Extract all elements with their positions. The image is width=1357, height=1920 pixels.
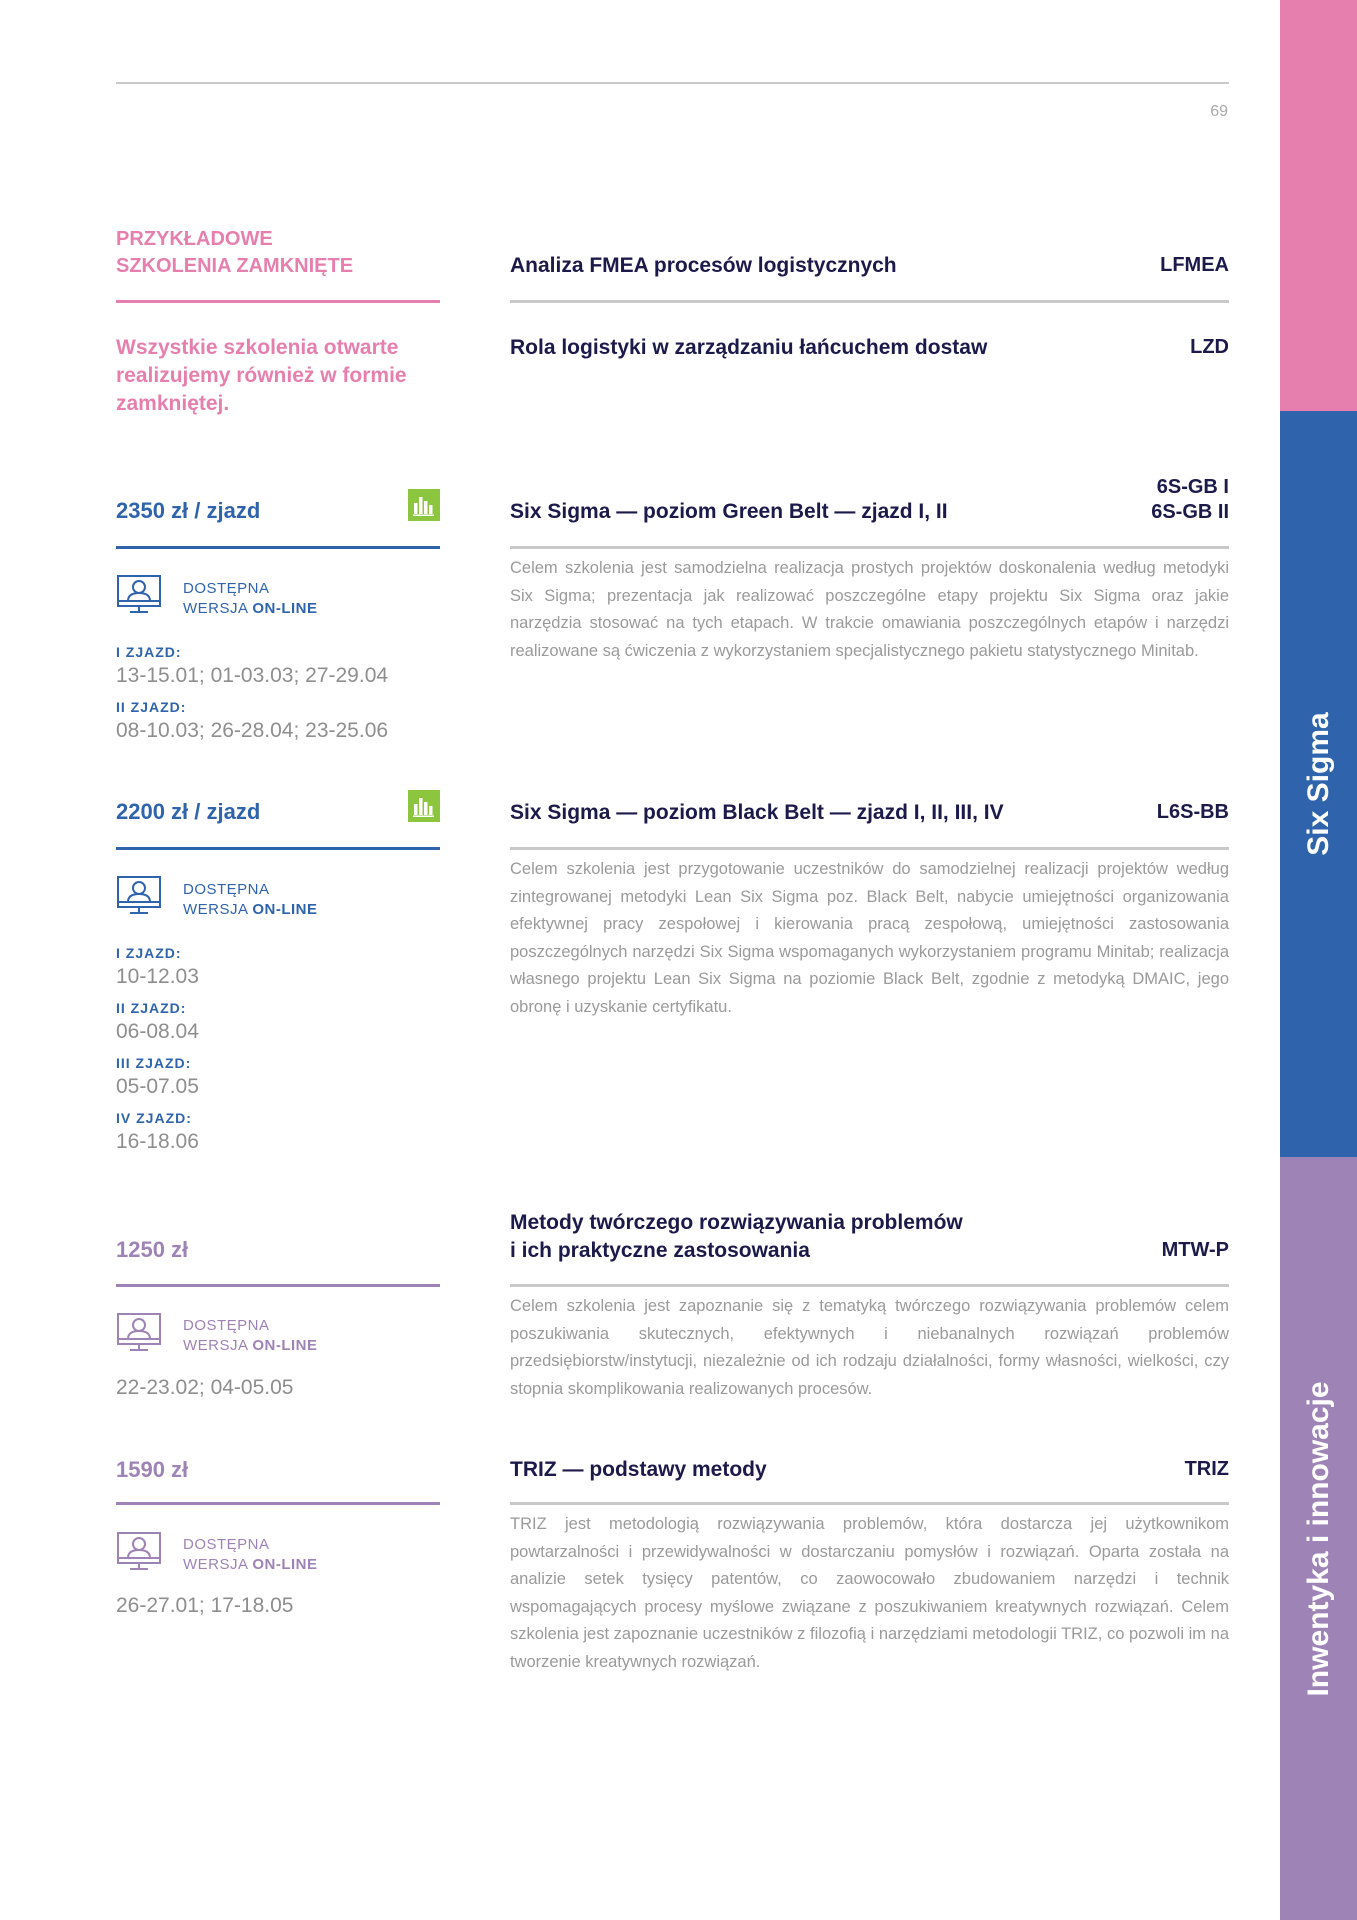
course-title-lzd: Rola logistyki w zarządzaniu łańcuchem dostaw — [510, 336, 988, 359]
side-tab-six-sigma-label: Six Sigma — [1301, 712, 1335, 856]
side-tab-innovation — [1280, 1157, 1357, 1920]
bar-chart-icon — [408, 489, 440, 521]
course-divider — [510, 1284, 1229, 1287]
price-triz: 1590 zł — [116, 1457, 189, 1482]
blue-rule — [116, 847, 440, 850]
closed-trainings-note: Wszystkie szkolenia otwarte realizujemy również w formie zamkniętej. — [116, 336, 407, 415]
computer-user-icon — [116, 875, 162, 915]
course-title-triz: TRIZ — podstawy metody — [510, 1458, 767, 1481]
course-description-triz: TRIZ jest metodologią rozwiązywania problemów, która dostarcza jej użytkownikom powtarzalności i przewidywalności w dostarczaniu pomysłów i rozwiązań. Oparta została na analizie setek tysięcy patentów, co zaowocowało zbudowaniem narzędzi i technik wspomagających procesy myślowe związane z poszukiwaniem kreatywnych rozwiązań. Celem szkolenia jest zapoznanie uczestników z filozofią i narzędziami metodologii TRIZ, co pozwoli im na tworzenie kreatywnych rozwiązań. — [510, 1515, 1229, 1671]
session-dates: 16-18.06 — [116, 1130, 199, 1153]
side-tab-six-sigma — [1280, 411, 1357, 1157]
side-tab-pink — [1280, 0, 1357, 411]
online-availability-label: DOSTĘPNA WERSJA ON-LINE — [183, 1317, 318, 1354]
course-code-triz: TRIZ — [1184, 1458, 1229, 1480]
blue-rule — [116, 546, 440, 549]
header-divider — [116, 82, 1229, 84]
purple-rule — [116, 1284, 440, 1287]
session-dates: 08-10.03; 26-28.04; 23-25.06 — [116, 719, 389, 742]
computer-user-icon — [116, 574, 162, 614]
computer-user-icon — [116, 1312, 162, 1352]
online-availability-label: DOSTĘPNA WERSJA ON-LINE — [183, 580, 318, 617]
course-divider — [510, 847, 1229, 850]
course-divider — [510, 300, 1229, 303]
course-dates-triz: 26-27.01; 17-18.05 — [116, 1594, 294, 1617]
course-divider — [510, 546, 1229, 549]
side-tab-innovation-label: Inwentyka i innowacje — [1301, 1380, 1335, 1697]
session-label: II ZJAZD: — [116, 1000, 187, 1016]
course-description-mtwp: Celem szkolenia jest zapoznanie się z tematyką twórczego rozwiązywania problemów celem poszukiwania skutecznych, efektywnych i niebanalnych rozwiązań problemów przedsiębiorstw/instytucji, niezależnie od ich rodzaju działalności, formy własności, wielkości, czy stopnia skomplikowania realizowanych procesów. — [510, 1297, 1229, 1398]
course-code-mtwp: MTW-P — [1161, 1239, 1229, 1261]
session-dates: 10-12.03 — [116, 965, 199, 988]
closed-trainings-heading: PRZYKŁADOWE SZKOLENIA ZAMKNIĘTE — [116, 228, 354, 277]
pink-rule — [116, 300, 440, 303]
course-code-green-belt: 6S-GB I 6S-GB II — [1151, 476, 1229, 523]
session-label: I ZJAZD: — [116, 644, 182, 660]
price-black-belt: 2200 zł / zjazd — [116, 799, 261, 824]
session-label: III ZJAZD: — [116, 1055, 192, 1071]
online-availability-label: DOSTĘPNA WERSJA ON-LINE — [183, 881, 318, 918]
bar-chart-icon — [408, 790, 440, 822]
session-label: IV ZJAZD: — [116, 1110, 192, 1126]
session-dates: 13-15.01; 01-03.03; 27-29.04 — [116, 664, 389, 687]
purple-rule — [116, 1502, 440, 1505]
session-dates: 06-08.04 — [116, 1020, 199, 1043]
course-title-mtwp: Metody twórczego rozwiązywania problemów i ich praktyczne zastosowania — [510, 1211, 963, 1262]
price-mtwp: 1250 zł — [116, 1237, 189, 1262]
session-dates: 05-07.05 — [116, 1075, 199, 1098]
session-label: II ZJAZD: — [116, 699, 187, 715]
page-number: 69 — [1210, 103, 1228, 120]
course-code-lzd: LZD — [1190, 336, 1229, 358]
course-dates-mtwp: 22-23.02; 04-05.05 — [116, 1376, 294, 1399]
computer-user-icon — [116, 1531, 162, 1571]
course-description-green-belt: Celem szkolenia jest samodzielna realizacja prostych projektów doskonalenia według metodyki Six Sigma; prezentacja jak realizować poszczególne etapy projektu Six Sigma oraz jakie narzędzia stosować na tych etapach. W trakcie omawiania poszczególnych etapów i narzędzi realizowane są ćwiczenia z wykorzystaniem specjalistycznego pakietu statystycznego Minitab. — [510, 559, 1229, 660]
session-label: I ZJAZD: — [116, 945, 182, 961]
course-title-lfmea: Analiza FMEA procesów logistycznych — [510, 254, 897, 277]
online-availability-label: DOSTĘPNA WERSJA ON-LINE — [183, 1536, 318, 1573]
course-code-black-belt: L6S-BB — [1156, 801, 1229, 823]
course-title-green-belt: Six Sigma — poziom Green Belt — zjazd I, II — [510, 500, 948, 523]
course-title-black-belt: Six Sigma — poziom Black Belt — zjazd I, II, III, IV — [510, 801, 1004, 824]
course-description-black-belt: Celem szkolenia jest przygotowanie uczestników do samodzielnej realizacji projektów według zintegrowanej metodyki Lean Six Sigma poz. Black Belt, nabycie umiejętności organizowania efektywnej pracy zespołowej i kierowania pracą zespołową, umiejętności zastosowania poszczególnych narzędzi Six Sigma wspomaganych wykorzystaniem programu Minitab; realizacja własnego projektu Lean Six Sigma na poziomie Black Belt, zgodnie z metodyką DMAIC, jego obronę i uzyskanie certyfikatu. — [510, 860, 1229, 1016]
price-green-belt: 2350 zł / zjazd — [116, 498, 261, 523]
course-code-lfmea: LFMEA — [1160, 254, 1229, 276]
course-divider — [510, 1502, 1229, 1505]
